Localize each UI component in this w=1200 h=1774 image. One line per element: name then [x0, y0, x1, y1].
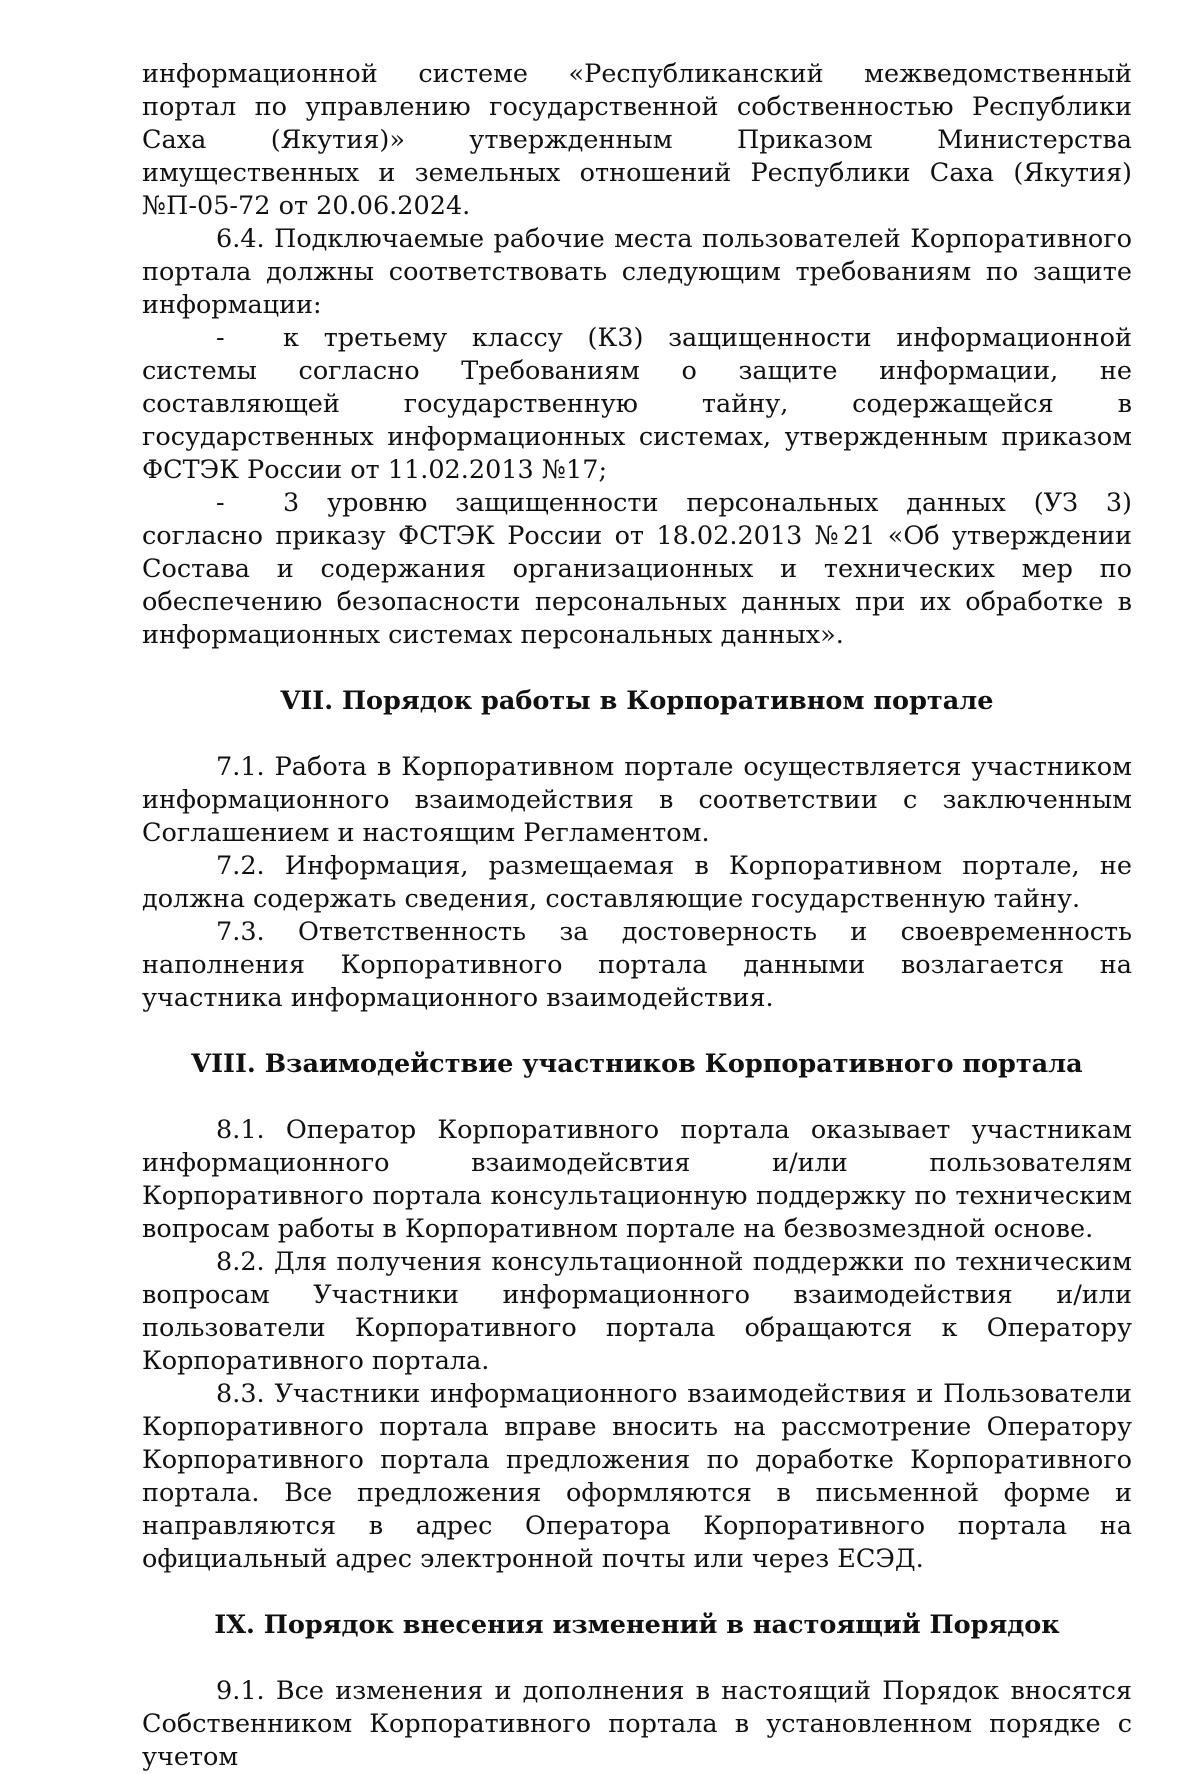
paragraph-8-3: 8.3. Участники информационного взаимодействия и Пользователи Корпоративного портала вправе вносить на рассмотрение Оператору Корпоративного портала предложения по доработке Корпоративного портала. Все предложения оформляются в письменной форме и направляются в адрес Оператора Корпоративного портала на официальный адрес электронной почты или через ЕСЭД. — [142, 1379, 1132, 1574]
spacer — [142, 1015, 1132, 1048]
paragraph-continuation: информационной системе «Республиканский межведомственный портал по управлению государственной собственностью Республики Саха (Якутия)» утвержденным Приказом Министерства имущественных и земельных отношений Республики Саха (Якутия) №П-05-72 от 20.06.2024. — [142, 59, 1132, 221]
bullet-dash: - — [216, 488, 225, 518]
paragraph-7-2: 7.2. Информация, размещаемая в Корпоративном портале, не должна содержать сведения, составляющие государственную тайну. — [142, 851, 1132, 914]
paragraph-7-3: 7.3. Ответственность за достоверность и своевременность наполнения Корпоративного портала данными возлагается на участника информационного взаимодействия. — [142, 917, 1132, 1013]
bullet-dash: - — [216, 323, 225, 353]
bullet-text: 3 уровню защищенности персональных данных (УЗ 3) согласно приказу ФСТЭК России от 18.02.2013 №21 «Об утверждении Состава и содержания организационных и технических мер по обеспечению безопасности персональных данных при их обработке в информационных системах персональных данных». — [142, 488, 1132, 650]
spacer — [142, 1081, 1132, 1114]
bullet-item-uz3 — [142, 487, 1132, 652]
section-heading-7: VII. Порядок работы в Корпоративном портале — [280, 686, 994, 716]
spacer — [142, 652, 1132, 685]
bullet-item-k3 — [142, 322, 1132, 487]
paragraph-8-2: 8.2. Для получения консультационной поддержки по техническим вопросам Участники информационного взаимодействия и/или пользователи Корпоративного портала обращаются к Оператору Корпоративного портала. — [142, 1247, 1132, 1376]
spacer — [142, 1642, 1132, 1675]
paragraph-6-4: 6.4. Подключаемые рабочие места пользователей Корпоративного портала должны соответствовать следующим требованиям по защите информации: — [142, 224, 1132, 320]
section-heading-9: IX. Порядок внесения изменений в настоящий Порядок — [214, 1610, 1060, 1640]
document-page — [142, 58, 1132, 1774]
paragraph-7-1: 7.1. Работа в Корпоративном портале осуществляется участником информационного взаимодействия в соответствии с заключенным Соглашением и настоящим Регламентом. — [142, 752, 1132, 848]
section-heading-8: VIII. Взаимодействие участников Корпоративного портала — [191, 1049, 1083, 1079]
bullet-text: к третьему классу (К3) защищенности информационной системы согласно Требованиям о защите информации, не составляющей государственную тайну, содержащейся в государственных информационных системах, утвержденным приказом ФСТЭК России от 11.02.2013 №17; — [142, 323, 1132, 485]
paragraph-9-1: 9.1. Все изменения и дополнения в настоящий Порядок вносятся Собственником Корпоративного портала в установленном порядке с учетом — [142, 1676, 1132, 1772]
spacer — [142, 718, 1132, 751]
paragraph-8-1: 8.1. Оператор Корпоративного портала оказывает участникам информационного взаимодейсвтия и/или пользователям Корпоративного портала консультационную поддержку по техническим вопросам работы в Корпоративном портале на безвозмездной основе. — [142, 1115, 1132, 1244]
spacer — [142, 1576, 1132, 1609]
